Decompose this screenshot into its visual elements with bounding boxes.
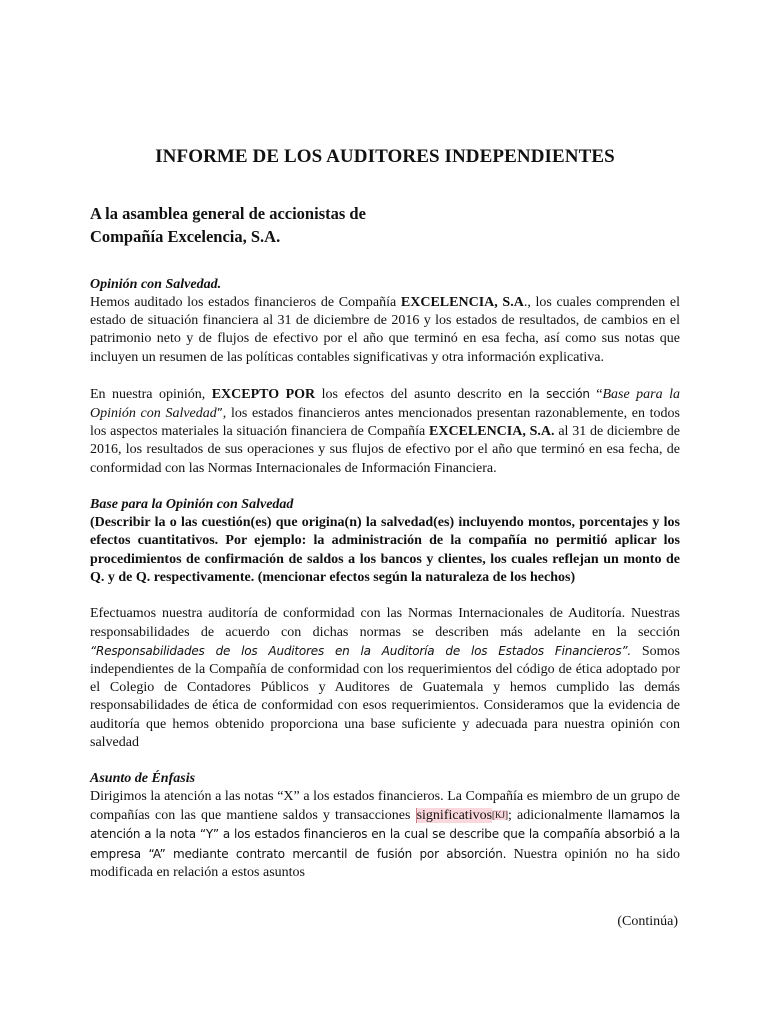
opinion-p2-text-d: al 31 de diciembre de 2016, los resultados de sus operaciones y sus flujos de efectivo por el año que terminó en esa fecha, de conformidad con las Normas Internacionales de Información Financiera. <box>90 424 681 476</box>
opinion-p2-text-b: los efectos del asunto descrito <box>315 386 508 402</box>
basis-heading: Base para la Opinión con Salvedad <box>90 496 294 512</box>
opinion-p2-except: EXCEPTO POR <box>211 386 316 402</box>
emphasis-p1-text-b: ; adicionalmente <box>508 808 608 824</box>
comment-marker[interactable]: [KJ] <box>492 810 509 821</box>
opinion-paragraph-1 <box>90 294 680 367</box>
basis-p1-text-a: Efectuamos nuestra auditoría de conformidad con las Normas Internacionales de Auditoría. Nuestras responsabilidades de acuerdo con dichas normas se describen más adelante en la sección <box>90 606 680 640</box>
comment-highlight[interactable]: significativos <box>416 808 493 824</box>
opinion-p2-text-a: En nuestra opinión, <box>90 386 212 402</box>
opinion-p2-quote-open: “ <box>596 386 603 402</box>
opinion-p1-company: EXCELENCIA, S.A <box>400 295 524 310</box>
addressee-line-1: A la asamblea general de accionistas de <box>90 204 366 223</box>
opinion-p2-alt-text: en la sección <box>508 386 590 401</box>
opinion-p2-quote-close: ” <box>216 406 223 421</box>
opinion-p2-base-italic: Base para la Opinión con Salvedad <box>90 386 680 422</box>
emphasis-p1-alt-text: llamamos la atención a la nota “Y” a los estados financieros en la cual se describe que la compañía absorbió a la empresa “A” mediante contrato mercantil de fusión por absorción. <box>90 808 680 861</box>
report-title: INFORME DE LOS AUDITORES INDEPENDIENTES <box>155 146 615 167</box>
emphasis-p1-text-c: Nuestra opinión no ha sido modificada en relación a estos asuntos <box>90 846 681 880</box>
opinion-p2-company: EXCELENCIA, S.A. <box>429 424 555 440</box>
opinion-heading: Opinión con Salvedad. <box>90 277 222 292</box>
addressee-block <box>90 202 680 248</box>
opinion-p1-text-b: ., los cuales comprenden el estado de situación financiera al 31 de diciembre de 2016 y los estados de resultados, de cambios en el patrimonio neto y de flujos de efectivo por el año que terminó en esa fecha, así como sus notas que incluyen un resumen de las políticas contables significativas y otra información explicativa. <box>90 295 681 365</box>
basis-paragraph-1 <box>90 605 680 752</box>
emphasis-heading: Asunto de Énfasis <box>90 771 196 787</box>
addressee-line-2: Compañía Excelencia, S.A. <box>90 227 281 246</box>
basis-p1-text-b: Somos independientes de la Compañía de conformidad con los requerimientos del código de ética adoptado por el Colegio de Contadores Públicos y Auditores de Guatemala y hemos cumplido las demás responsabilidades de ética de conformidad con esos requerimientos. Consideramos que la evidencia de auditoría que hemos obtenido proporciona una base suficiente y adecuada para nuestra opinión con salvedad <box>90 643 680 750</box>
opinion-p1-text-a: Hemos auditado los estados financieros de Compañía <box>90 295 401 310</box>
basis-instruction: (Describir la o las cuestión(es) que origina(n) la salvedad(es) incluyendo montos, porcentajes y los efectos cuantitativos. Por ejemplo: la administración de la compañía no permitió aplicar los procedimientos de confirmación de saldos a los bancos y clientes, los cuales reflejan un monto de Q. y de Q. respectivamente. (mencionar efectos según la naturaleza de los hechos) <box>90 514 680 586</box>
continued-label: (Continúa) <box>617 914 678 929</box>
basis-p1-italic: “Responsabilidades de los Auditores en la Auditoría de los Estados Financieros”. <box>90 643 632 658</box>
emphasis-p1-text-a: Dirigimos la atención a las notas “X” a los estados financieros. La Compañía es miembro de un grupo de compañías con las que mantiene saldos y transacciones <box>90 789 680 824</box>
opinion-paragraph-2 <box>90 385 680 478</box>
emphasis-paragraph-1 <box>90 788 680 882</box>
opinion-p2-text-c: , los estados financieros antes mencionados presentan razonablemente, en todos los aspectos materiales la situación financiera de Compañía <box>90 406 681 440</box>
